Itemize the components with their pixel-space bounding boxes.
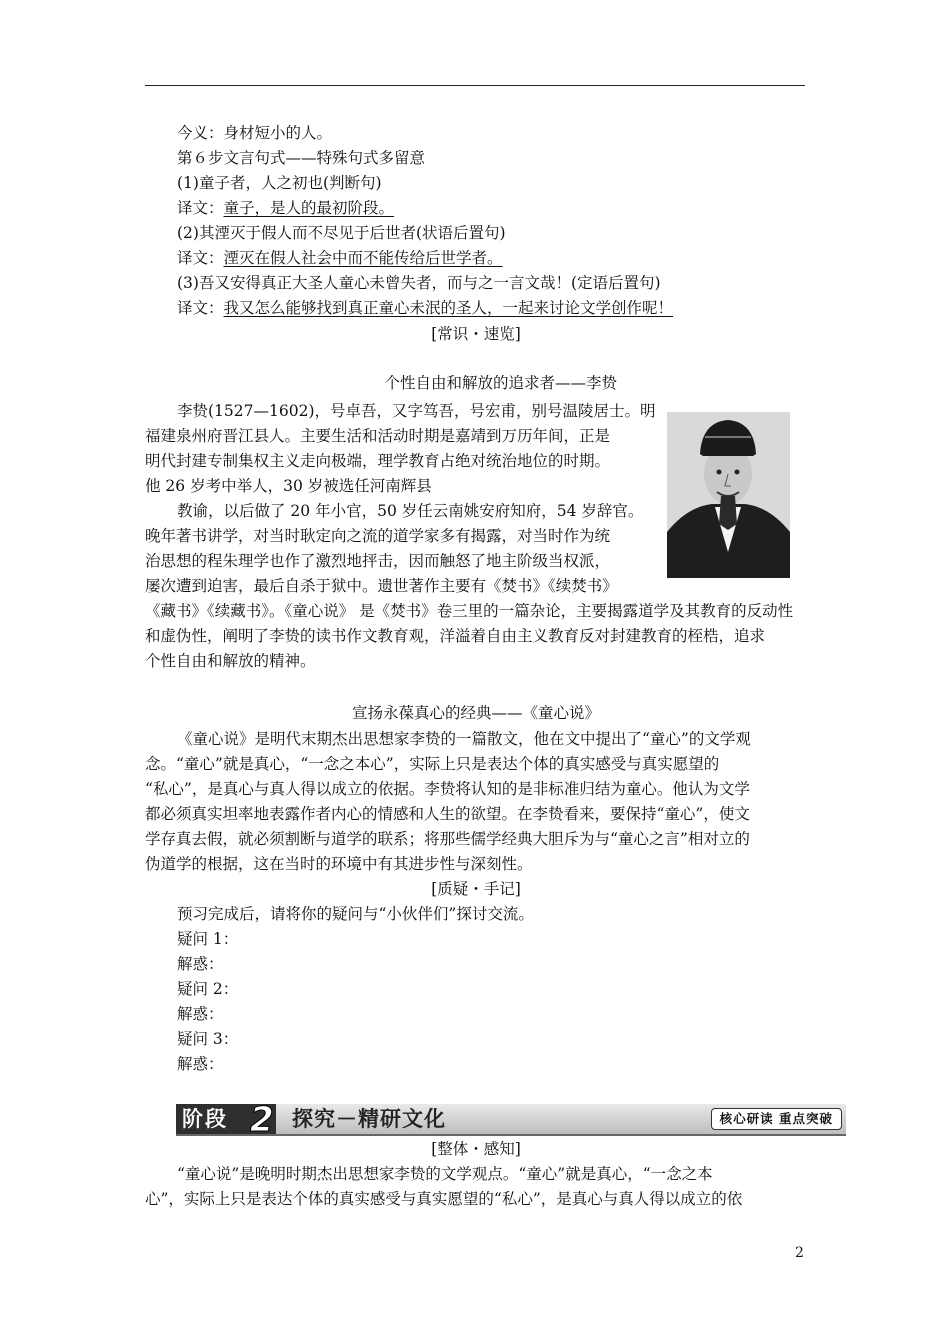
text-line: (2)其湮灭于假人而不尽见于后世者(状语后置句) xyxy=(177,224,506,242)
paragraph-line: 《童心说》是明代末期杰出思想家李贽的一篇散文，他在文中提出了“童心”的文学观 xyxy=(177,730,751,748)
stage-label: 阶段 xyxy=(176,1104,276,1134)
translation-text: 湮灭在假人社会中而不能传给后世学者。 xyxy=(223,249,503,267)
paragraph-line: 李贽(1527—1602)，号卓吾，又字笃吾，号宏甫，别号温陵居士。明 xyxy=(177,402,656,420)
paragraph-line: 教谕，以后做了 20 年小官，50 岁任云南姚安府知府，54 岁辞官。 xyxy=(177,502,644,520)
paragraph-line: 明代封建专制集权主义走向极端，理学教育占绝对统治地位的时期。 xyxy=(145,452,611,470)
section-heading: 个性自由和解放的追求者——李贽 xyxy=(384,374,617,392)
translation-label: 译文： xyxy=(177,199,224,217)
paragraph-line: 学存真去假，就必须割断与道学的联系；将那些儒学经典大胆斥为与“童心之言”相对立的 xyxy=(145,830,750,848)
answer-label: 解惑： xyxy=(177,955,224,973)
translation-line xyxy=(177,297,673,319)
paragraph-line: 晚年著书讲学，对当时耿定向之流的道学家多有揭露，对当时作为统 xyxy=(145,527,611,545)
page-number: 2 xyxy=(795,1245,804,1261)
paragraph-line: 个性自由和解放的精神。 xyxy=(145,652,316,670)
section-tag: [整体・感知] xyxy=(431,1140,521,1158)
paragraph-line: 治思想的程朱理学也作了激烈地抨击，因而触怒了地主阶级当权派， xyxy=(145,552,611,570)
section-heading: 宣扬永葆真心的经典——《童心说》 xyxy=(351,704,600,722)
question-label: 疑问 2： xyxy=(177,980,239,998)
translation-line xyxy=(177,197,394,219)
intro-line: 预习完成后，请将你的疑问与“小伙伴们”探讨交流。 xyxy=(177,905,534,923)
text-line: (1)童子者，人之初也(判断句) xyxy=(177,174,382,192)
translation-label: 译文： xyxy=(177,249,224,267)
paragraph-line: 屡次遭到迫害，最后自杀于狱中。遗世著作主要有《焚书》《续焚书》 xyxy=(145,577,618,595)
section-tag: [常识・速览] xyxy=(431,325,521,343)
portrait-image xyxy=(667,412,790,578)
paragraph-line: 都必须真实坦率地表露作者内心的情感和人生的欲望。在李贽看来，要保持“童心”，使文 xyxy=(145,805,750,823)
question-label: 疑问 3： xyxy=(177,1030,239,1048)
section-tag: [质疑・手记] xyxy=(431,880,521,898)
translation-label: 译文： xyxy=(177,299,224,317)
paragraph-line: 《藏书》《续藏书》。《童心说》 是《焚书》卷三里的一篇杂论，主要揭露道学及其教育的反动性 xyxy=(145,602,794,620)
stage-number: 2 xyxy=(250,1100,274,1140)
answer-label: 解惑： xyxy=(177,1055,224,1073)
paragraph-line: 福建泉州府晋江县人。主要生活和活动时期是嘉靖到万历年间，正是 xyxy=(145,427,611,445)
translation-text: 童子，是人的最初阶段。 xyxy=(223,199,395,217)
translation-line xyxy=(177,247,503,269)
paragraph-line: “私心”，是真心与真人得以成立的依据。李贽将认知的是非标准归结为童心。他认为文学 xyxy=(145,780,750,798)
text-line: (3)吾又安得真正大圣人童心未曾失者，而与之一言文哉！(定语后置句) xyxy=(177,274,661,292)
paragraph-line: 和虚伪性，阐明了李贽的读书作文教育观，洋溢着自由主义教育反对封建教育的桎梏，追求 xyxy=(145,627,766,645)
stage-banner xyxy=(176,1100,846,1140)
paragraph-line: 念。“童心”就是真心，“一念之本心”，实际上只是表达个体的真实感受与真实愿望的 xyxy=(145,755,720,773)
banner-tag: 核心研读 重点突破 xyxy=(711,1108,842,1130)
paragraph-line: 伪道学的根据，这在当时的环境中有其进步性与深刻性。 xyxy=(145,855,533,873)
answer-label: 解惑： xyxy=(177,1005,224,1023)
paragraph-line: 他 26 岁考中举人，30 岁被选任河南辉县 xyxy=(145,477,432,495)
header-rule xyxy=(145,85,805,86)
paragraph-line: 心”，实际上只是表达个体的真实感受与真实愿望的“私心”，是真心与真人得以成立的依 xyxy=(145,1190,743,1208)
banner-title: 探究－精研文化 xyxy=(292,1107,446,1131)
translation-text: 我又怎么能够找到真正童心未泯的圣人，一起来讨论文学创作呢！ xyxy=(223,299,674,317)
paragraph-line: “童心说”是晚明时期杰出思想家李贽的文学观点。“童心”就是真心，“一念之本 xyxy=(177,1165,713,1183)
question-label: 疑问 1： xyxy=(177,930,239,948)
portrait-icon xyxy=(667,412,790,578)
text-line: 第６步文言句式——特殊句式多留意 xyxy=(177,149,426,167)
text-line: 今义：身材短小的人。 xyxy=(177,124,333,142)
